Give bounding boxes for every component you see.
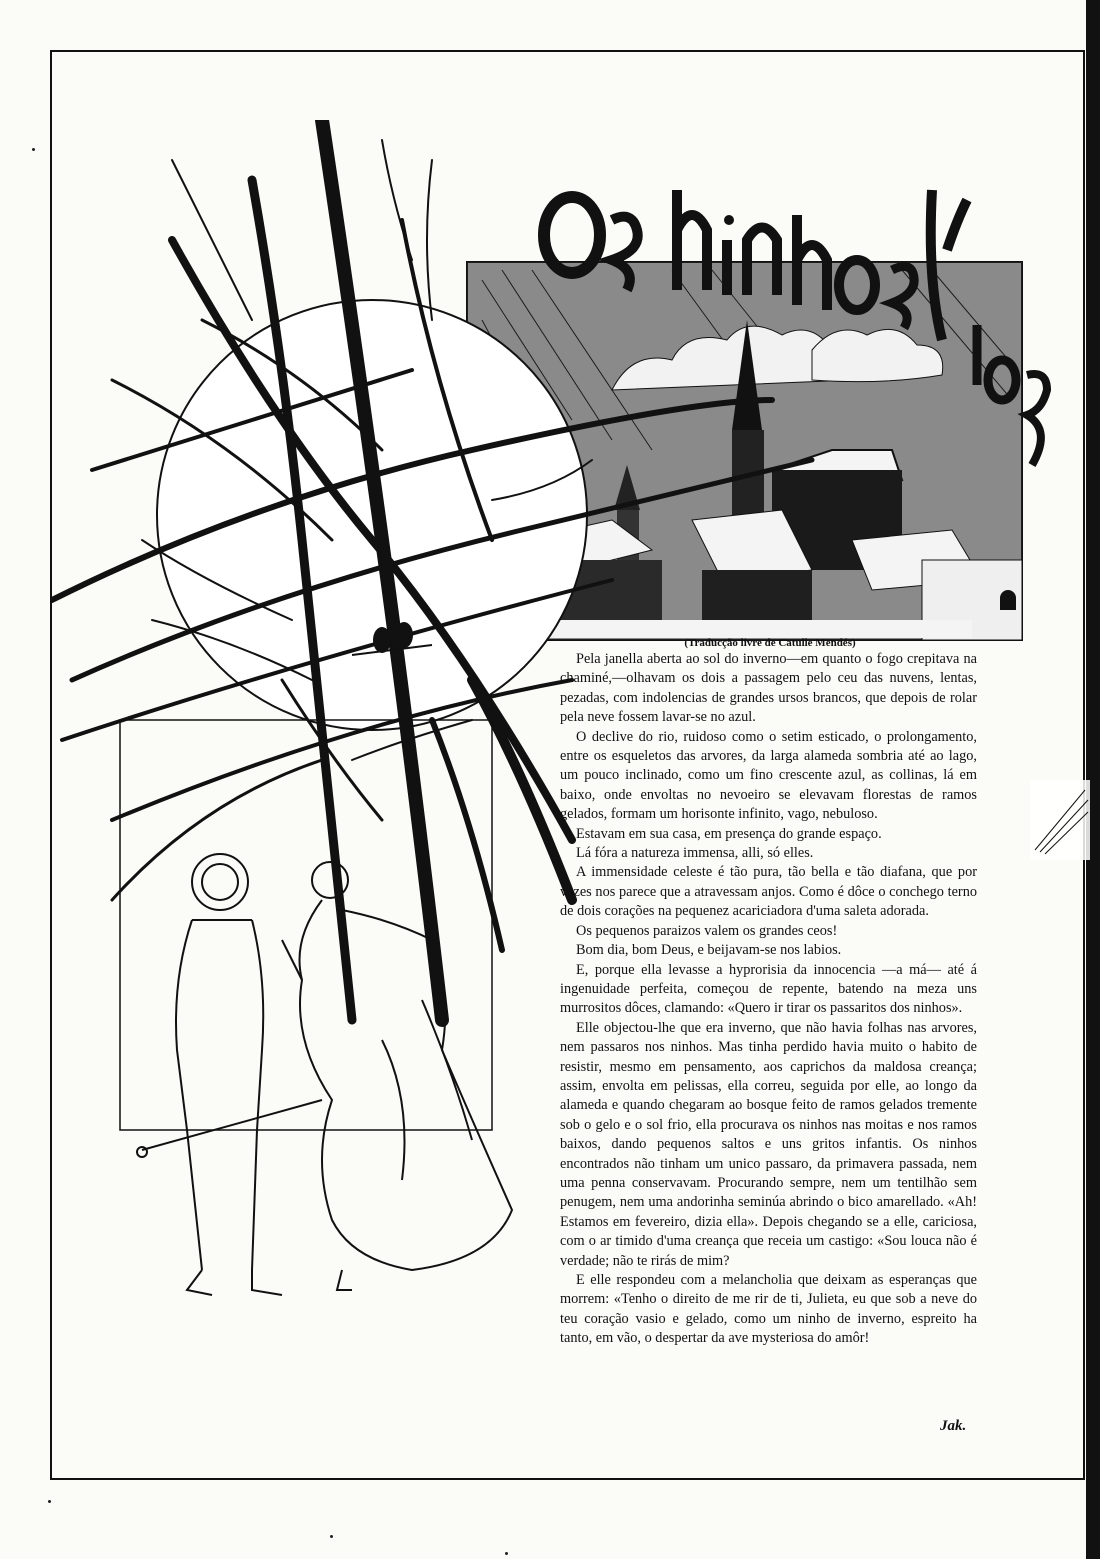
paragraph: Os pequenos paraizos valem os grandes ceos!	[576, 922, 838, 939]
couple-figures	[137, 854, 512, 1295]
paragraph: E, porque ella levasse a hyprorisia da innocencia —a má— até á ingenuidade perfeita, começou de repente, batendo na meza uns murrositos dôces, clamando: «Quero ir tirar os passaritos dos ninhos».	[560, 961, 977, 1017]
speck	[48, 1500, 51, 1503]
speck	[330, 1535, 333, 1538]
author-signature: Jak.	[940, 1418, 967, 1434]
paragraph: Lá fóra a natureza immensa, alli, só elles.	[576, 845, 814, 862]
paragraph: O declive do rio, ruidoso como o setim esticado, o prolongamento, entre os esqueletos das arvores, da larga alameda sombria até ao lago, um pouco inclinado, como um fino crescente azul, as collinas, lá em baixo, onde envoltas no nevoeiro se elevavam florestas de ramos gelados, formam um horisonte infinito, vago, nebuloso.	[560, 728, 977, 823]
speck	[505, 1552, 508, 1555]
paragraph: E elle respondeu com a melancholia que deixam as esperanças que morrem: «Tenho o direito de me rir de ti, Julieta, eu que sob a neve do teu coração vasio e gelado, como um ninho de inverno, espreito ha tanto, em vão, o despertar da ave mysteriosa do amôr!	[560, 1272, 977, 1347]
paragraph: Elle objectou-lhe que era inverno, que não havia folhas nas arvores, nem passaros nos ninhos. Mas tinha perdido havia muito o habito de resistir, mesmo em pensamento, aos caprichos da maldosa creança; assim, envolta em pelissas, ella correu, seguida por elle, ao longo da alameda e quando chegaram ao bosque feito de ramos gelados tremente sob o gelo e o sol frio, ella procurava os ninhos nas moitas e nos ramos baixos, dando pequenos saltos e uns gritos infantis. Os ninhos encontrados não tinham um unico passaro, da primavera passada, nem uma penna conservavam. Procurando sempre, nem um tentilhão sem penugem, nem uma andorinha seminúa abrindo o bico amarellado. «Ah! Estamos em fevereiro, dizia ella». Depois chegando se a elle, cariciosa, com o ar timido d'uma creança que receia um castigo: «Sou louca não é verdade; não te rirás de mim?	[560, 1019, 977, 1269]
speck	[32, 148, 35, 151]
artist-signature-mark	[1030, 780, 1090, 860]
paragraph: Estavam em sua casa, em presença do grande espaço.	[576, 825, 882, 842]
article-text	[560, 650, 977, 1349]
translation-credit: (Traducção livre de Catulle Mendés)	[684, 637, 856, 649]
paragraph: Pela janella aberta ao sol do inverno—em quanto o fogo crepitava na chaminé,—olhavam os dois a passagem pelo ceu das nuvens, lentas, pezadas, com indolencias de grandes ursos brancos, que depois de rolar pela neve fossem lavar-se no azul.	[560, 651, 977, 726]
paragraph: A immensidade celeste é tão pura, tão bella e tão diafana, que por vezes nos parece que a atravessam anjos. Como é dôce o conchego terno de dois corações na pequenez acariciadora d'uma saleta adorada.	[560, 864, 977, 920]
paragraph: Bom dia, bom Deus, e beijavam-se nos labios.	[576, 942, 842, 959]
